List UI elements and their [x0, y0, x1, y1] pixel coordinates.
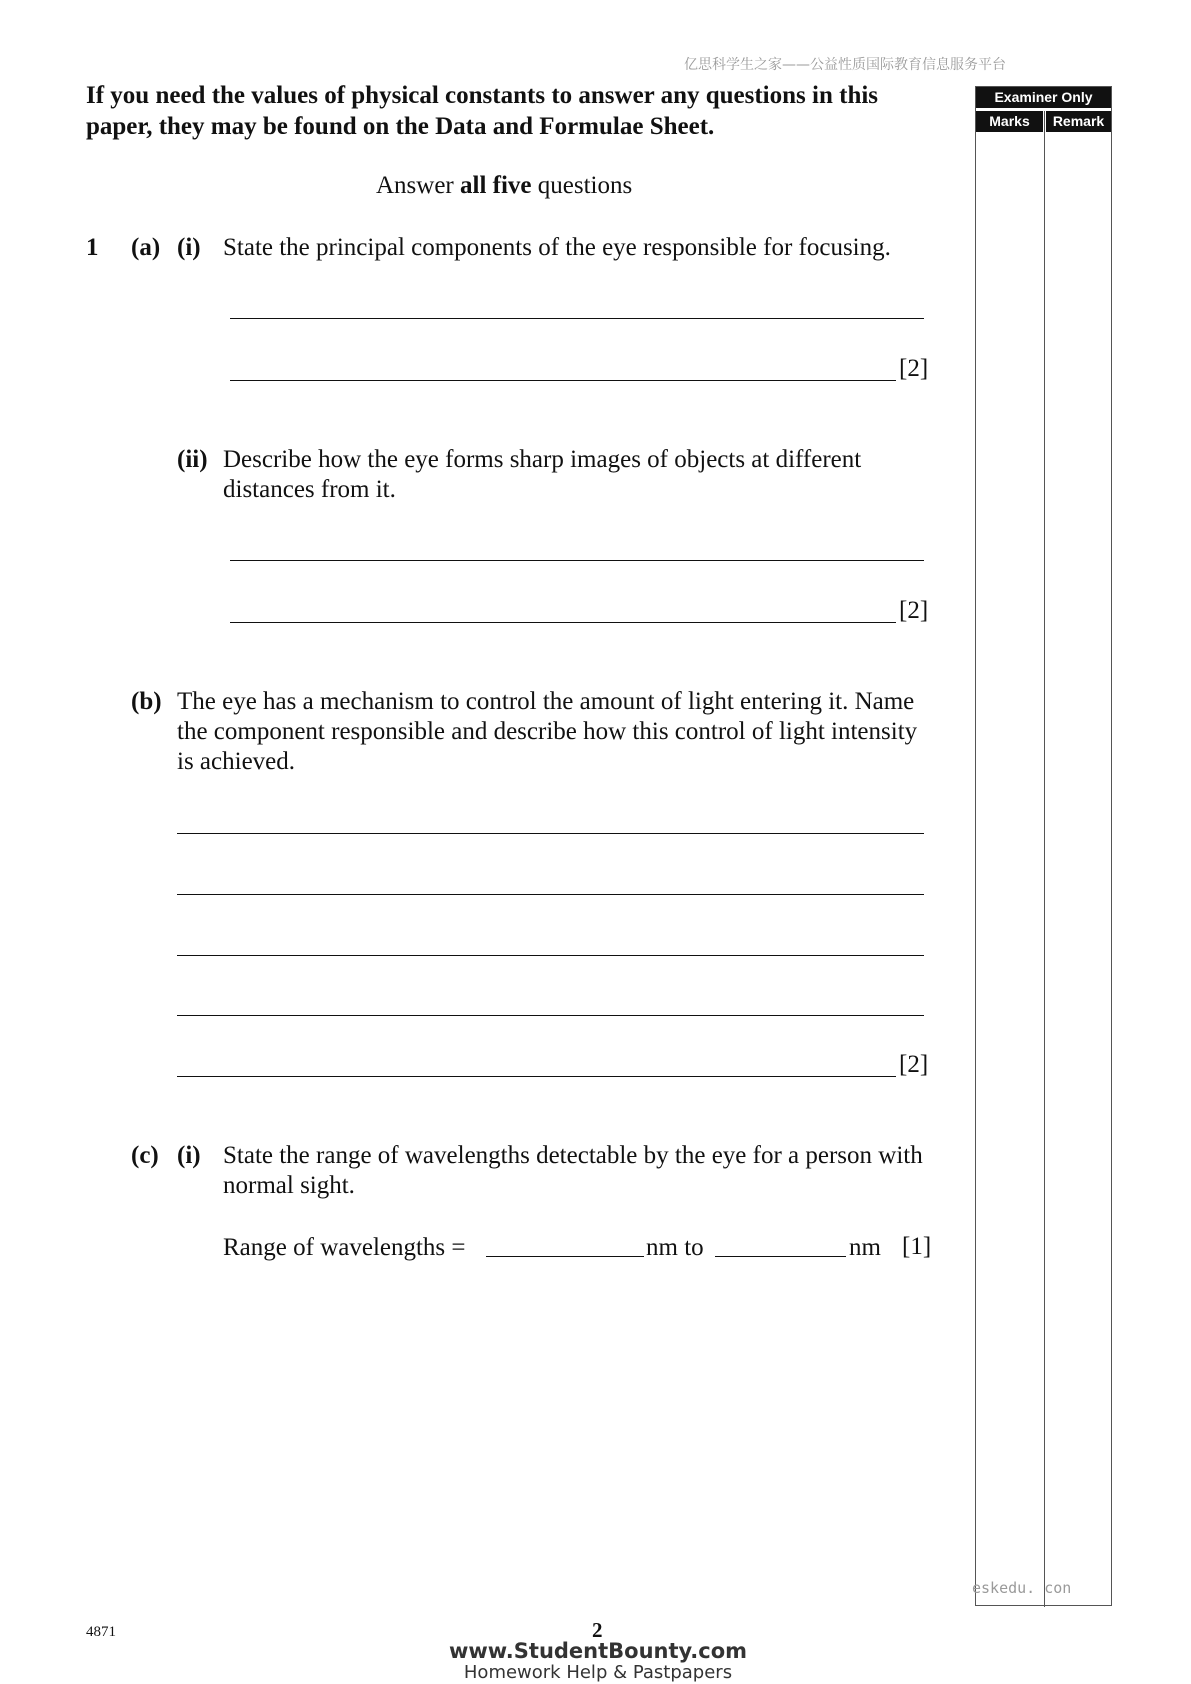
answer-line-a-i-2[interactable]: [230, 380, 896, 381]
answer-all-instruction: [376, 172, 632, 200]
answer-line-a-ii-2[interactable]: [230, 622, 896, 623]
studentbounty-logo: [446, 1640, 750, 1684]
intro-instructions: If you need the values of physical constants to answer any questions in this paper, they may be found on the Data and Formulae Sheet.: [86, 82, 879, 140]
answer-line-a-i-1[interactable]: [230, 318, 924, 319]
part-a-label: (a): [131, 234, 161, 261]
studentbounty-tagline: Homework Help & Pastpapers: [463, 1662, 733, 1683]
remark-header: Remark: [1046, 111, 1111, 132]
top-watermark: 亿思科学生之家——公益性质国际教育信息服务平台: [684, 57, 1006, 73]
marks-header: Marks: [976, 111, 1043, 132]
unit-nm-to: nm to: [646, 1234, 704, 1261]
answer-line-b-4[interactable]: [177, 1015, 924, 1016]
range-label: Range of wavelengths =: [223, 1234, 466, 1261]
question-number: 1: [86, 234, 99, 261]
part-a-ii-question: Describe how the eye forms sharp images of objects at different distances from it.: [223, 446, 862, 503]
wavelength-upper-input[interactable]: [715, 1256, 846, 1257]
paper-code: 4871: [86, 1624, 116, 1640]
part-a-i-label: (i): [177, 234, 201, 261]
page-number: 2: [592, 1618, 603, 1642]
part-c-i-label: (i): [177, 1142, 201, 1169]
part-c-label: (c): [131, 1142, 159, 1169]
studentbounty-url: www.StudentBounty.com: [448, 1639, 748, 1663]
answer-all-post: questions: [531, 172, 633, 199]
answer-line-b-5[interactable]: [177, 1076, 896, 1077]
examiner-only-column: [975, 86, 1112, 1606]
wavelength-lower-input[interactable]: [486, 1256, 644, 1257]
answer-all-pre: Answer: [376, 172, 461, 199]
answer-line-b-3[interactable]: [177, 955, 924, 956]
marks-remark-divider: [1044, 111, 1045, 1607]
unit-nm: nm: [849, 1234, 881, 1261]
mark-c-i: [1]: [902, 1233, 932, 1260]
answer-line-b-2[interactable]: [177, 894, 924, 895]
part-c-i-question: State the range of wavelengths detectable by the eye for a person with normal sight.: [223, 1142, 923, 1199]
examiner-only-header: Examiner Only: [976, 87, 1111, 108]
mark-a-ii: [2]: [899, 597, 929, 624]
part-b-label: (b): [131, 688, 162, 715]
part-a-ii-label: (ii): [177, 446, 208, 473]
answer-line-b-1[interactable]: [177, 833, 924, 834]
bottom-watermark: eskedu. con: [972, 1579, 1072, 1597]
answer-line-a-ii-1[interactable]: [230, 560, 924, 561]
mark-b: [2]: [899, 1051, 929, 1078]
part-b-question: The eye has a mechanism to control the amount of light entering it. Name the component responsible and describe how this control of light intensity is achieved.: [177, 688, 918, 775]
answer-all-bold: all five: [460, 172, 532, 199]
part-a-i-question: State the principal components of the eye responsible for focusing.: [223, 234, 891, 261]
mark-a-i: [2]: [899, 355, 929, 382]
